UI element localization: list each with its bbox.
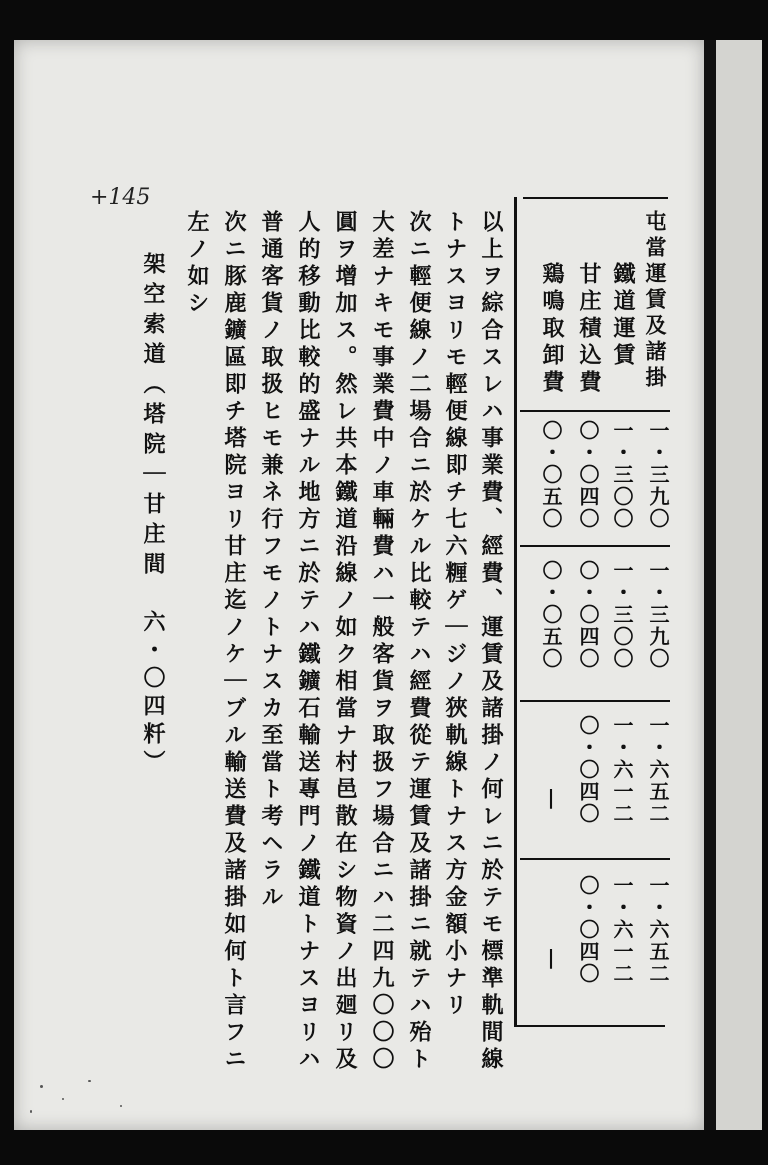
col3-railway-fare: 一・六一二: [610, 715, 634, 825]
col2-unloading-fee: 〇・〇五〇: [539, 560, 563, 670]
col3-loading-fee: 〇・〇四〇: [576, 715, 600, 825]
col1-railway-fare: 一・三〇〇: [610, 420, 634, 530]
next-page-edge: [716, 40, 762, 1130]
book-spine: [704, 40, 716, 1130]
col3-total: 一・六五二: [646, 715, 670, 825]
table-row-divider-2: [520, 545, 670, 547]
col2-total: 一・三九〇: [646, 560, 670, 670]
body-line-7: 普通客貨ノ取扱ヒモ兼ネ行フモノトナスカ至當ト考ヘラル: [258, 210, 284, 912]
section-title: 架空索道（塔院｜甘庄間: [140, 252, 166, 582]
col1-unloading-fee: 〇・〇五〇: [539, 420, 563, 530]
row-label-railway-fare: 鐵道運賃: [610, 262, 636, 370]
col3-unloading-fee: |: [539, 785, 563, 811]
table-row-divider-4: [520, 858, 670, 860]
body-line-2: トナスヨリモ輕便線即チ七六糎ゲ｜ジノ狹軌線トナス方金額小ナリ: [442, 210, 468, 1020]
col4-railway-fare: 一・六一二: [610, 875, 634, 985]
scan-speck: [120, 1105, 122, 1107]
body-line-8: 次ニ豚鹿鑛區即チ塔院ヨリ甘庄迄ノケ｜ブル輸送費及諸掛如何ト言フニ: [221, 210, 247, 1074]
body-line-9: 左ノ如シ: [184, 210, 210, 318]
table-row-divider-3: [520, 700, 670, 702]
table-left-border: [514, 197, 517, 1027]
scan-speck: [88, 1080, 91, 1082]
col4-unloading-fee: |: [539, 945, 563, 971]
body-line-1: 以上ヲ綜合スレハ事業費、經費、運賃及諸掛ノ何レニ於テモ標準軌間線: [478, 210, 504, 1074]
scan-speck: [40, 1085, 43, 1088]
row-label-unloading-fee: 鶏鳴取卸費: [539, 262, 565, 397]
col1-loading-fee: 〇・〇四〇: [576, 420, 600, 530]
scan-speck: [62, 1098, 64, 1100]
body-line-4: 大差ナキモ事業費中ノ車輛費ハ一般客貨ヲ取扱フ場合ニハ二四九〇〇〇: [369, 210, 395, 1074]
row-label-loading-fee: 甘庄積込費: [576, 262, 602, 397]
scan-speck: [30, 1110, 32, 1113]
col2-railway-fare: 一・三〇〇: [610, 560, 634, 670]
col1-total: 一・三九〇: [646, 420, 670, 530]
col4-loading-fee: 〇・〇四〇: [576, 875, 600, 985]
section-distance: 六・〇四粁）: [140, 610, 166, 778]
body-line-3: 次ニ輕便線ノ二場合ニ於ケル比較テハ經費從テ運賃及諸掛ニ就テハ殆ト: [406, 210, 432, 1074]
table-row-divider-1: [520, 410, 670, 412]
table-bottom-border: [515, 1025, 665, 1027]
col2-loading-fee: 〇・〇四〇: [576, 560, 600, 670]
table-top-border: [523, 197, 668, 199]
body-line-6: 人的移動比較的盛ナル地方ニ於テハ鐵鑛石輸送專門ノ鐵道トナスヨリハ: [295, 210, 321, 1074]
table-heading: 屯當運賃及諸掛: [643, 210, 668, 392]
body-line-5: 圓ヲ增加ス。然レ共本鐵道沿線ノ如ク相當ナ村邑散在シ物資ノ出廻リ及: [332, 210, 358, 1074]
page-number: +145: [90, 185, 151, 210]
col4-total: 一・六五二: [646, 875, 670, 985]
